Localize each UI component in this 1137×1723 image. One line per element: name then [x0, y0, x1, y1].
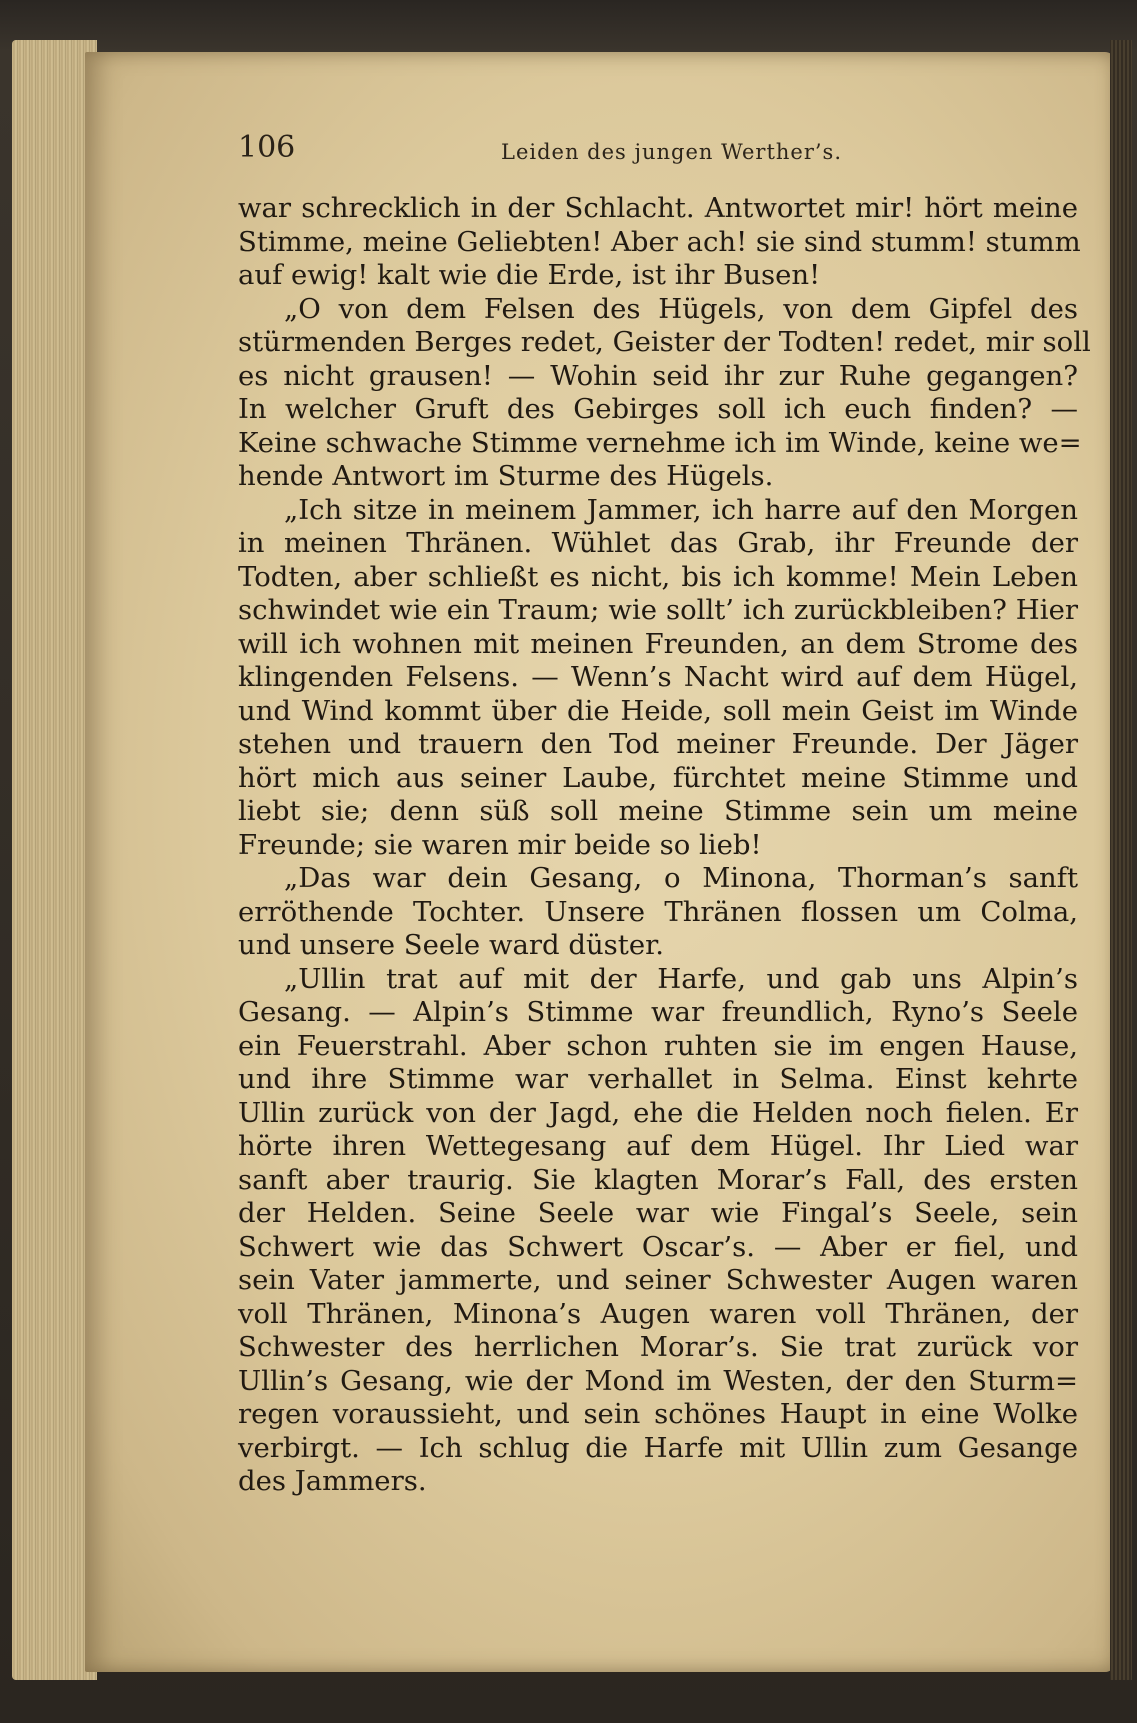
text-line: sein Vater jammerte, und seiner Schwester Augen waren	[238, 1264, 1078, 1296]
text-line: schwindet wie ein Traum; wie sollt’ ich zurückbleiben? Hier	[238, 594, 1078, 626]
text-line: auf ewig! kalt wie die Erde, ist ihr Busen!	[238, 259, 821, 291]
running-title: Leiden des jungen Werther’s.	[501, 140, 843, 164]
page-number: 106	[238, 130, 296, 165]
text-line: „Das war dein Gesang, o Minona, Thorman’s sanft	[284, 862, 1078, 894]
text-line: und ihre Stimme war verhallet in Selma. Einst kehrte	[238, 1063, 1078, 1095]
text-line: es nicht grausen! — Wohin seid ihr zur Ruhe gegangen?	[238, 359, 1078, 392]
text-line: „O von dem Felsen des Hügels, von dem Gipfel des	[284, 292, 1078, 325]
text-line: Freunde; sie waren mir beide so lieb!	[238, 828, 762, 861]
text-line: hende Antwort im Sturme des Hügels.	[238, 460, 774, 492]
text-line: „Ullin trat auf mit der Harfe, und gab uns Alpin’s	[284, 962, 1078, 995]
text-line: Schwert wie das Schwert Oscar’s. — Aber er fiel, und	[238, 1230, 1078, 1263]
text-line: hörte ihren Wettegesang auf dem Hügel. Ihr Lied war	[238, 1130, 1078, 1162]
text-line: hört mich aus seiner Laube, fürchtet meine Stimme und	[238, 761, 1078, 794]
text-line: und unsere Seele ward düster.	[238, 929, 664, 961]
text-line: regen voraussieht, und sein schönes Haupt in eine Wolke	[238, 1398, 1078, 1430]
text-line: Ullin zurück von der Jagd, ehe die Helden noch fielen. Er	[238, 1096, 1078, 1129]
text-line: will ich wohnen mit meinen Freunden, an dem Strome des	[238, 627, 1078, 660]
text-line: erröthende Tochter. Unsere Thränen flossen um Colma,	[238, 895, 1078, 928]
text-line: Schwester des herrlichen Morar’s. Sie trat zurück vor	[238, 1331, 1078, 1363]
text-line: liebt sie; denn süß soll meine Stimme sein um meine	[238, 795, 1078, 827]
text-line: „Ich sitze in meinem Jammer, ich harre auf den Morgen	[284, 493, 1078, 526]
book-right-edge	[1110, 40, 1132, 1680]
text-line: Ullin’s Gesang, wie der Mond im Westen, der den Sturm=	[238, 1364, 1078, 1397]
text-line: sanft aber traurig. Sie klagten Morar’s Fall, des ersten	[238, 1163, 1078, 1196]
text-line: war schrecklich in der Schlacht. Antwortet mir! hört meine	[238, 192, 1078, 224]
text-line: klingenden Felsens. — Wenn’s Nacht wird auf dem Hügel,	[238, 661, 1078, 693]
text-line: stehen und trauern den Tod meiner Freunde. Der Jäger	[238, 728, 1078, 760]
text-line: stürmenden Berges redet, Geister der Todten! redet, mir soll	[238, 326, 1091, 358]
text-line: des Jammers.	[238, 1465, 427, 1497]
text-line: Keine schwache Stimme vernehme ich im Winde, keine we=	[238, 426, 1082, 459]
text-line: der Helden. Seine Seele war wie Fingal’s Seele, sein	[238, 1197, 1078, 1229]
text-line: Stimme, meine Geliebten! Aber ach! sie sind stumm! stumm	[238, 225, 1081, 258]
page-header	[238, 130, 1078, 172]
text-line: und Wind kommt über die Heide, soll mein Geist im Winde	[238, 694, 1078, 727]
text-line: Todten, aber schließt es nicht, bis ich komme! Mein Leben	[238, 560, 1078, 593]
body-text	[238, 192, 1091, 1499]
text-line: Gesang. — Alpin’s Stimme war freundlich, Ryno’s Seele	[238, 996, 1078, 1028]
text-line: ein Feuerstrahl. Aber schon ruhten sie im engen Hause,	[238, 1029, 1078, 1062]
text-line: voll Thränen, Minona’s Augen waren voll Thränen, der	[238, 1297, 1078, 1330]
text-line: In welcher Gruft des Gebirges soll ich euch finden? —	[238, 393, 1078, 425]
text-line: in meinen Thränen. Wühlet das Grab, ihr Freunde der	[238, 527, 1078, 559]
text-line: verbirgt. — Ich schlug die Harfe mit Ullin zum Gesange	[238, 1431, 1078, 1464]
